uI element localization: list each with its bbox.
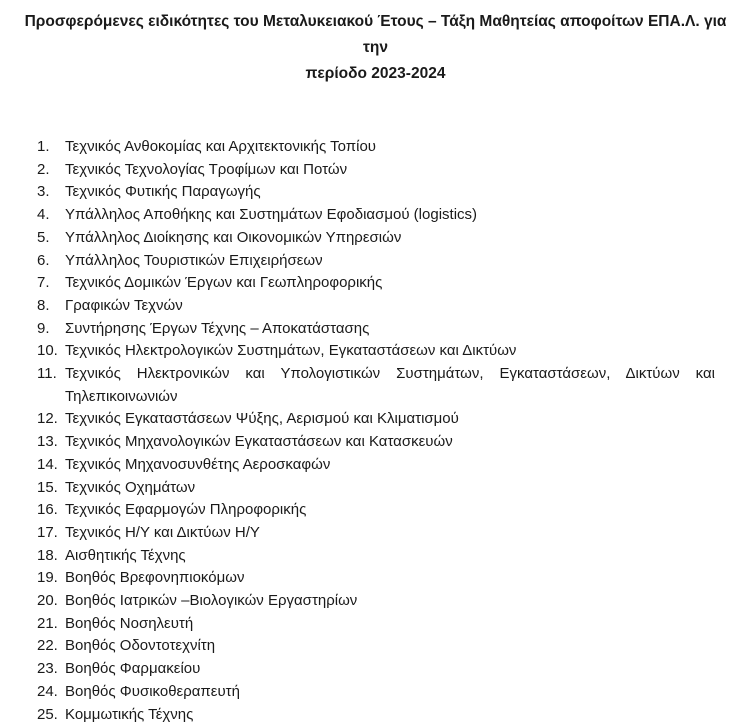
list-item [37,408,715,431]
list-item [37,295,715,318]
list-item-text: Τεχνικός Μηχανολογικών Εγκαταστάσεων και Κατασκευών [65,433,453,451]
list-item-number: 18. [37,546,58,564]
list-item-text: Υπάλληλος Αποθήκης και Συστημάτων Εφοδιασμού (logistics) [65,206,478,224]
list-item-text: Τεχνικός Εγκαταστάσεων Ψύξης, Αερισμού και Κλιματισμού [65,410,459,428]
list-item [37,340,715,363]
list-item-number: 25. [37,705,58,723]
list-item-number: 1. [37,138,50,155]
list-item-text: Τεχνικός Ανθοκομίας και Αρχιτεκτονικής Τοπίου [65,138,377,155]
list-item [37,658,715,681]
list-item [37,454,715,477]
list-item-text: Βοηθός Βρεφονηπιοκόμων [65,569,245,587]
list-item [37,318,715,341]
list-item-number: 22. [37,637,58,655]
list-item-text: Τεχνικός Ηλεκτρονικών και Υπολογιστικών Συστημάτων, Εγκαταστάσεων, Δικτύων και Τηλεπικοινωνιών [65,365,715,405]
list-item-number: 3. [37,183,50,201]
list-item-text: Βοηθός Νοσηλευτή [65,614,194,632]
list-item-number: 7. [37,274,50,292]
specialties-list [0,136,751,726]
list-item-number: 4. [37,206,50,224]
list-item-text: Γραφικών Τεχνών [65,296,183,314]
list-item [37,272,715,295]
list-item [37,499,715,522]
list-item-text: Αισθητικής Τέχνης [65,546,186,564]
list-item-text: Βοηθός Ιατρικών –Βιολογικών Εργαστηρίων [65,592,358,610]
list-item-text: Βοηθός Φαρμακείου [65,660,201,678]
list-item-text: Συντήρησης Έργων Τέχνης – Αποκατάστασης [65,319,370,337]
list-item-text: Τεχνικός Μηχανοσυνθέτης Αεροσκαφών [65,455,331,473]
list-item [37,204,715,227]
list-item-number: 10. [37,342,58,360]
list-item [37,704,715,726]
list-item-number: 20. [37,592,58,610]
document-title [0,9,751,87]
list-item-number: 13. [37,433,58,451]
list-item [37,250,715,273]
list-item-text: Τεχνικός Οχημάτων [65,478,196,496]
list-item-number: 16. [37,501,58,519]
list-item-number: 17. [37,523,58,541]
list-item [37,181,715,204]
list-item [37,635,715,658]
list-item-text: Βοηθός Οδοντοτεχνίτη [65,637,216,655]
list-item [37,590,715,613]
list-item-text: Υπάλληλος Διοίκησης και Οικονομικών Υπηρεσιών [65,228,402,246]
list-item-number: 23. [37,660,58,678]
list-item-number: 21. [37,614,58,632]
list-item [37,431,715,454]
list-item-number: 2. [37,160,50,178]
list-item-number: 12. [37,410,58,428]
list-item [37,227,715,250]
list-item [37,477,715,500]
document-title-line-2: περίοδο 2023-2024 [305,65,446,82]
list-item [37,159,715,182]
list-item [37,363,715,408]
list-item-number: 9. [37,319,50,337]
list-item-text: Υπάλληλος Τουριστικών Επιχειρήσεων [65,251,323,269]
list-item-number: 24. [37,682,58,700]
list-item-text: Τεχνικός Φυτικής Παραγωγής [65,183,261,201]
document-title-line-1: Προσφερόμενες ειδικότητες του Μεταλυκειακού Έτους – Τάξη Μαθητείας αποφοίτων ΕΠΑ.Λ. για την [24,13,727,56]
list-item-number: 15. [37,478,58,496]
list-item-text: Τεχνικός Τεχνολογίας Τροφίμων και Ποτών [65,160,348,178]
list-item-number: 11. [37,365,57,383]
list-item-text: Τεχνικός Η/Υ και Δικτύων Η/Υ [65,523,260,541]
list-item-number: 19. [37,569,58,587]
list-item-text: Βοηθός Φυσικοθεραπευτή [65,682,240,700]
list-item [37,545,715,568]
list-item [37,522,715,545]
list-item-text: Κομμωτικής Τέχνης [65,705,194,723]
list-item-text: Τεχνικός Ηλεκτρολογικών Συστημάτων, Εγκαταστάσεων και Δικτύων [65,342,517,360]
list-item-number: 8. [37,296,50,314]
list-item-number: 14. [37,455,58,473]
list-item-text: Τεχνικός Δομικών Έργων και Γεωπληροφορικής [65,274,383,292]
list-item-number: 5. [37,228,50,246]
list-item-number: 6. [37,251,50,269]
list-item [37,567,715,590]
list-item [37,613,715,636]
list-item [37,136,715,159]
list-item-text: Τεχνικός Εφαρμογών Πληροφορικής [65,501,307,519]
list-item [37,681,715,704]
